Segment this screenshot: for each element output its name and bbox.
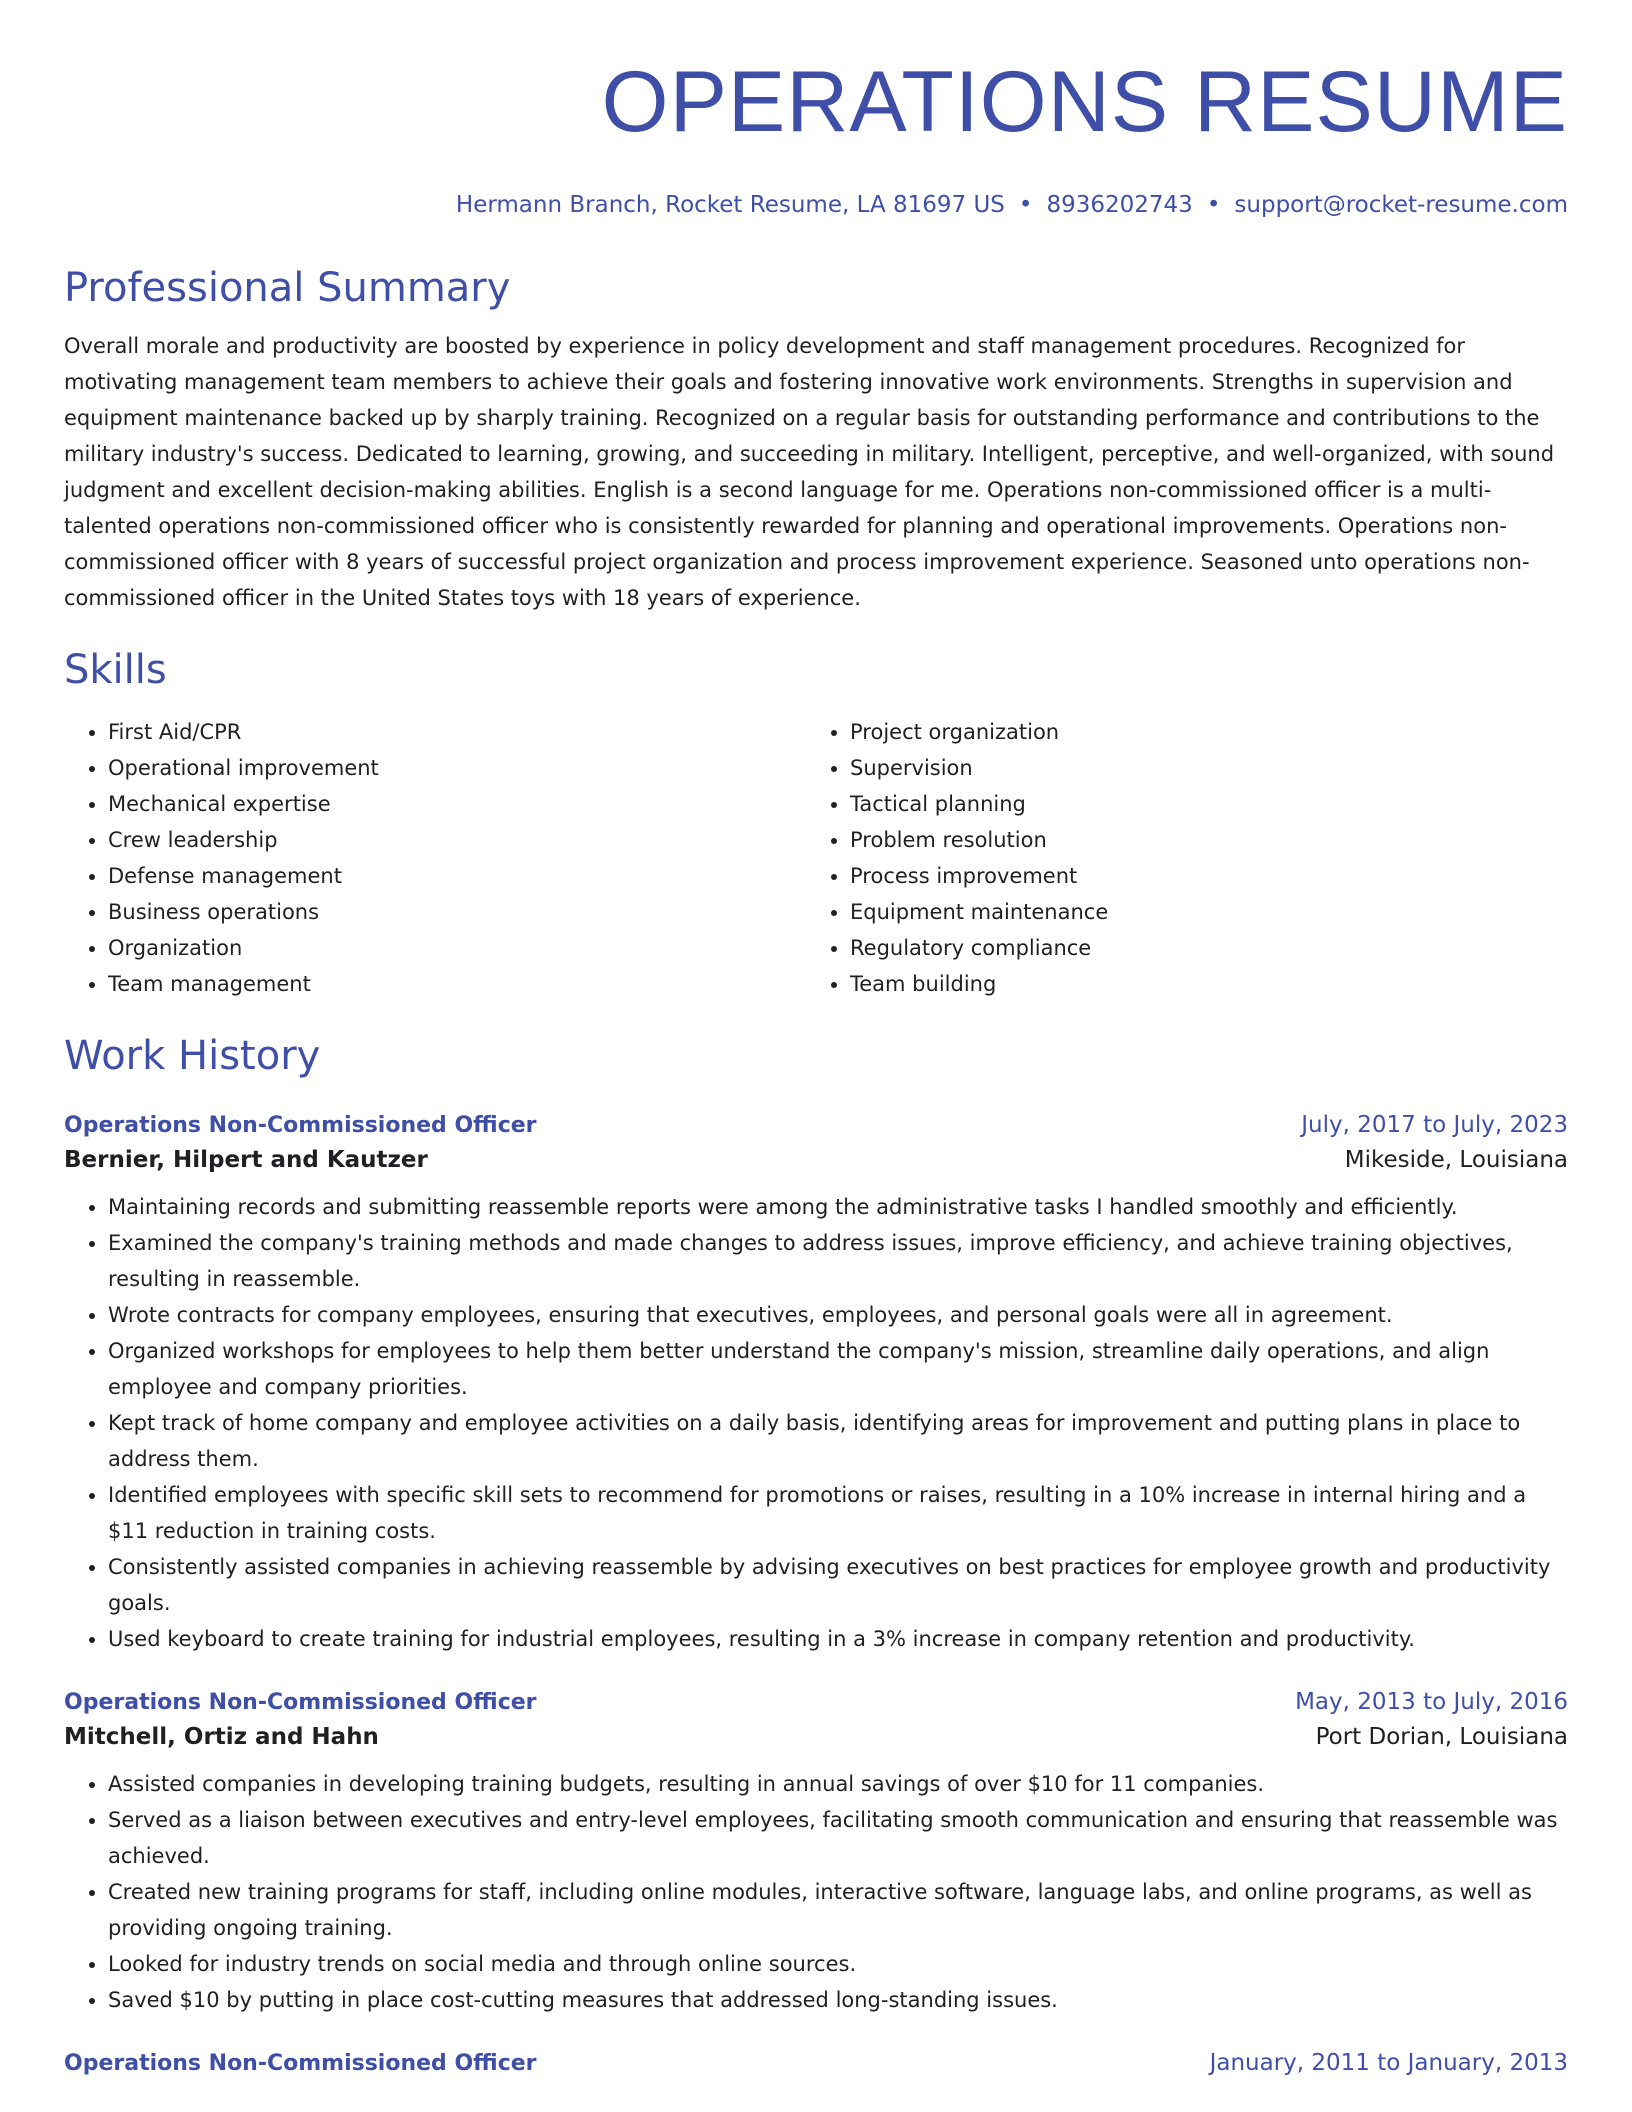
skill-item: • Mechanical expertise: [108, 786, 806, 822]
skill-item: • First Aid/CPR: [108, 714, 806, 750]
contact-separator: •: [1018, 192, 1033, 218]
skill-item: • Team management: [108, 966, 806, 1002]
contact-email: support@rocket-resume.com: [1234, 192, 1568, 218]
skills-column-left: [64, 714, 806, 1002]
job-bullet: • Consistently assisted companies in achieving reassemble by advising executives on best practices for employee growth and productivity goals.: [108, 1549, 1568, 1621]
skill-item: • Supervision: [850, 750, 1548, 786]
job-entry: [64, 2048, 1568, 2079]
job-bullet: • Organized workshops for employees to help them better understand the company's mission, streamline daily operations, and align employee and company priorities.: [108, 1333, 1568, 1405]
job-bullet: • Examined the company's training methods and made changes to address issues, improve efficiency, and achieve training objectives, resulting in reassemble.: [108, 1225, 1568, 1297]
skill-item: • Crew leadership: [108, 822, 806, 858]
job-location: Mikeside, Louisiana: [1344, 1147, 1568, 1173]
job-dates: January, 2011 to January, 2013: [1209, 2050, 1568, 2076]
skill-item: • Equipment maintenance: [850, 894, 1548, 930]
skill-item: • Team building: [850, 966, 1548, 1002]
job-company-row: [64, 1718, 1568, 1756]
skill-item: • Operational improvement: [108, 750, 806, 786]
job-bullet: • Kept track of home company and employee activities on a daily basis, identifying areas for improvement and putting plans in place to address them.: [108, 1405, 1568, 1477]
job-company-row: [64, 1141, 1568, 1179]
skills-column-right: [806, 714, 1548, 1002]
skill-item: • Regulatory compliance: [850, 930, 1548, 966]
job-bullet: • Maintaining records and submitting reassemble reports were among the administrative tasks I handled smoothly and efficiently.: [108, 1189, 1568, 1225]
job-bullet: • Created new training programs for staff, including online modules, interactive software, language labs, and online programs, as well as providing ongoing training.: [108, 1874, 1568, 1946]
job-dates: May, 2013 to July, 2016: [1295, 1689, 1568, 1715]
contact-address: Hermann Branch, Rocket Resume, LA 81697 US: [455, 192, 1005, 218]
job-title: Operations Non-Commissioned Officer: [64, 1690, 537, 1715]
job-company: Bernier, Hilpert and Kautzer: [64, 1147, 428, 1173]
job-dates: July, 2017 to July, 2023: [1301, 1112, 1568, 1138]
skill-item: • Problem resolution: [850, 822, 1548, 858]
skills-heading: Skills: [64, 647, 167, 693]
resume-page: [64, 0, 1568, 2079]
summary-text: Overall morale and productivity are boosted by experience in policy development and staff management procedures. Recognized for motivating management team members to achieve their goals and fostering innovative work environments. Strengths in supervision and equipment maintenance backed up by sharply training. Recognized on a regular basis for outstanding performance and contributions to the military industry's success. Dedicated to learning, growing, and succeeding in military. Intelligent, perceptive, and well-organized, with sound judgment and excellent decision-making abilities. English is a second language for me. Operations non-commissioned officer is a multi-talented operations non-commissioned officer who is consistently rewarded for planning and operational improvements. Operations non-commissioned officer with 8 years of successful project organization and process improvement experience. Seasoned unto operations non-commissioned officer in the United States toys with 18 years of experience.: [64, 334, 1555, 610]
job-location: Port Dorian, Louisiana: [1315, 1724, 1568, 1750]
skill-item: • Business operations: [108, 894, 806, 930]
skill-item: • Tactical planning: [850, 786, 1548, 822]
skills-list: [64, 714, 1568, 1002]
skill-item: • Project organization: [850, 714, 1548, 750]
job-bullet: • Saved $10 by putting in place cost-cutting measures that addressed long-standing issues.: [108, 1982, 1568, 2018]
job-bullet-list: [64, 1189, 1568, 1657]
job-bullet: • Wrote contracts for company employees, ensuring that executives, employees, and personal goals were all in agreement.: [108, 1297, 1568, 1333]
summary-heading: Professional Summary: [64, 265, 511, 311]
contact-phone: 8936202743: [1046, 192, 1193, 218]
resume-title: OPERATIONS RESUME: [601, 54, 1568, 150]
contact-separator: •: [1206, 192, 1221, 218]
job-bullet-list: [64, 1766, 1568, 2018]
skill-item: • Organization: [108, 930, 806, 966]
job-title-row: [64, 1110, 1568, 1141]
job-bullet: • Used keyboard to create training for industrial employees, resulting in a 3% increase in company retention and productivity.: [108, 1621, 1568, 1657]
job-company: Mitchell, Ortiz and Hahn: [64, 1724, 379, 1750]
job-entry: [64, 1687, 1568, 2018]
job-bullet: • Identified employees with specific skill sets to recommend for promotions or raises, resulting in a 10% increase in internal hiring and a $11 reduction in training costs.: [108, 1477, 1568, 1549]
job-bullet: • Looked for industry trends on social media and through online sources.: [108, 1946, 1568, 1982]
job-title: Operations Non-Commissioned Officer: [64, 2051, 537, 2076]
skill-item: • Process improvement: [850, 858, 1548, 894]
job-bullet: • Served as a liaison between executives and entry-level employees, facilitating smooth communication and ensuring that reassemble was achieved.: [108, 1802, 1568, 1874]
job-title-row: [64, 2048, 1568, 2079]
job-title: Operations Non-Commissioned Officer: [64, 1113, 537, 1138]
job-entry: [64, 1110, 1568, 1657]
job-title-row: [64, 1687, 1568, 1718]
contact-line: [64, 190, 1568, 220]
skill-item: • Defense management: [108, 858, 806, 894]
work-history-heading: Work History: [64, 1033, 321, 1079]
job-bullet: • Assisted companies in developing training budgets, resulting in annual savings of over $10 for 11 companies.: [108, 1766, 1568, 1802]
